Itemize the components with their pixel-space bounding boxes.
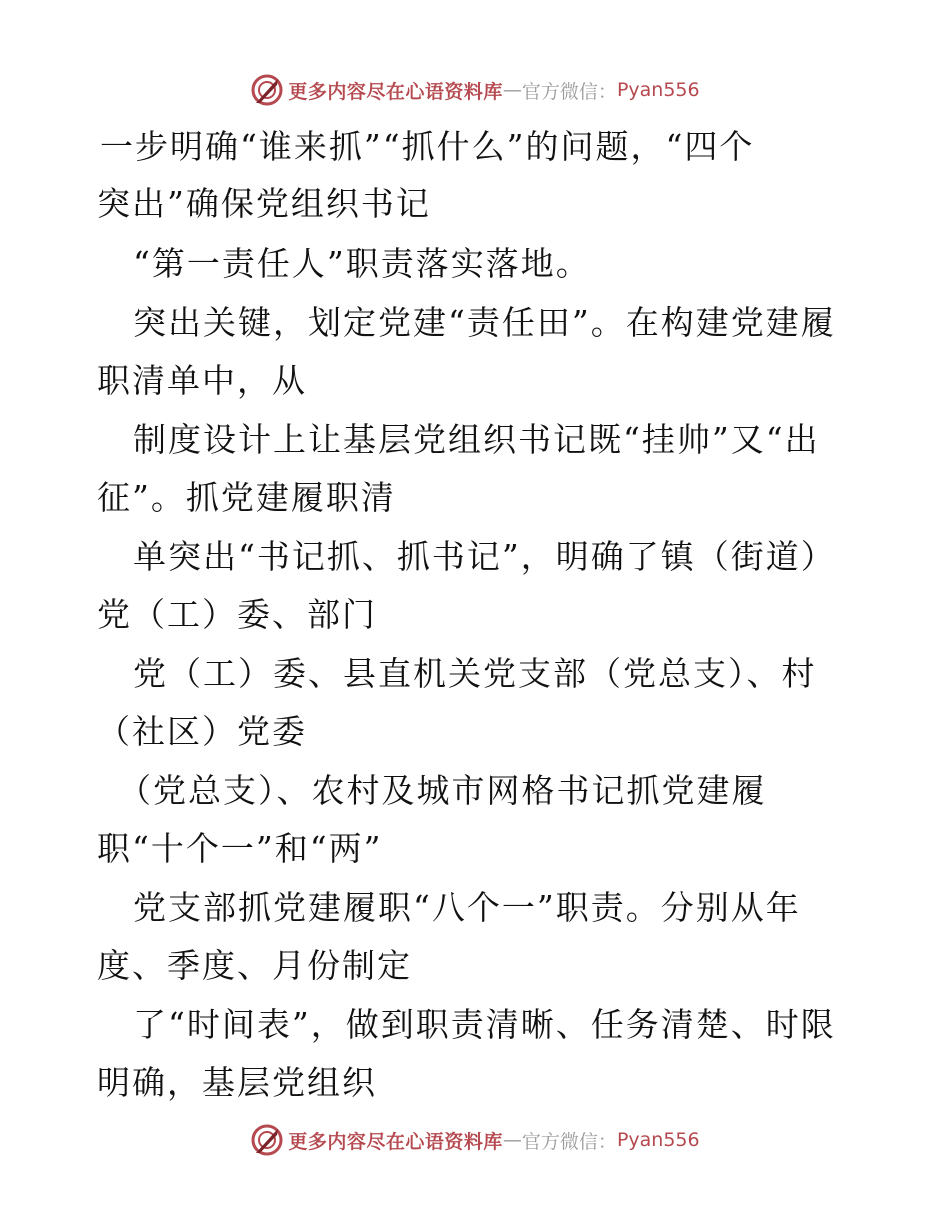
- header-library-text: 更多内容尽在心语资料库: [288, 80, 503, 103]
- body-line: 职“十个一”和“两”: [97, 829, 383, 868]
- body-line: 党支部抓党建履职“八个一”职责。分别从年: [133, 888, 801, 927]
- body-line: 征”。抓党建履职清: [97, 478, 396, 517]
- body-line: （社区）党委: [97, 712, 307, 751]
- body-line: 职清单中，从: [97, 361, 307, 400]
- footer-wechat-label: 官方微信：: [521, 1130, 617, 1153]
- footer-dash: —: [502, 1129, 522, 1151]
- body-line: 突出关键，划定党建“责任田”。在构建党建履: [133, 303, 836, 342]
- body-line: “第一责任人”职责落实落地。: [133, 244, 591, 283]
- header-dash: —: [502, 79, 522, 101]
- header-wechat-label: 官方微信：: [521, 80, 617, 103]
- header-wechat-id: Pyan556: [616, 79, 700, 101]
- body-line: 单突出“书记抓、抓书记”，明确了镇（街道）: [133, 537, 836, 576]
- body-line: （党总支）、农村及城市网格书记抓党建履: [118, 771, 767, 810]
- body-line: 明确，基层党组织: [97, 1063, 377, 1102]
- footer-library-text: 更多内容尽在心语资料库: [288, 1130, 503, 1153]
- body-line: 一步明确“谁来抓”“抓什么”的问题，“四个: [100, 127, 755, 166]
- body-line: 党（工）委、县直机关党支部（党总支）、村: [133, 654, 817, 693]
- body-line: 度、季度、月份制定: [97, 946, 412, 985]
- body-line: 制度设计上让基层党组织书记既“挂帅”又“出: [133, 420, 820, 459]
- footer-wechat-id: Pyan556: [616, 1129, 700, 1151]
- body-line: 了“时间表”，做到职责清晰、任务清楚、时限: [133, 1005, 836, 1044]
- library-logo-icon: [250, 1123, 284, 1157]
- footer-watermark: [0, 1120, 950, 1160]
- body-line: 突出”确保党组织书记: [97, 184, 431, 223]
- body-line: 党（工）委、部门: [97, 595, 377, 634]
